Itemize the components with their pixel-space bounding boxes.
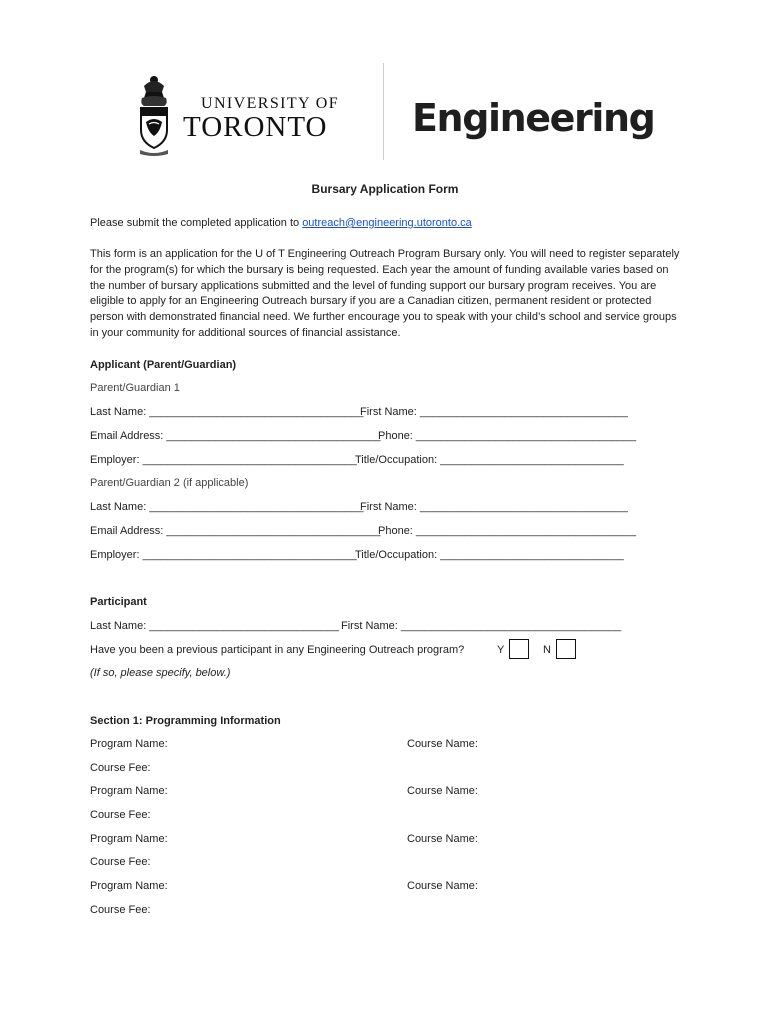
guardian2-employer-field[interactable]: Employer: ___________________________________: [90, 549, 357, 561]
course-fee-field-4[interactable]: Course Fee:: [90, 904, 151, 916]
form-description: This form is an application for the U of T Engineering Outreach Program Bursary only. You will need to register separately for the program(s) for which the bursary is being requested. Each year the amount of funding available varies based on the number of bursary applications submitted and the level of funding support our bursary program receives. You are eligible to apply for an Engineering Outreach bursary if you are a Canadian citizen, permanent resident or protected person with demonstrated financial need. We further encourage you to speak with your child’s school and service groups in your community for additional sources of financial assistance.: [90, 248, 680, 339]
participant-heading: Participant: [90, 596, 147, 608]
submit-text: Please submit the completed application to: [90, 217, 303, 229]
submit-instructions: [90, 216, 472, 230]
header-divider: [383, 63, 384, 160]
university-crest-logo: [136, 72, 172, 156]
guardian2-email-field[interactable]: Email Address: ___________________________________: [90, 525, 381, 537]
guardian1-last-name-field[interactable]: Last Name: ___________________________________: [90, 406, 364, 418]
participant-first-name-field[interactable]: First Name: ____________________________________: [341, 620, 622, 632]
course-fee-field-2[interactable]: Course Fee:: [90, 809, 151, 821]
course-name-field-1[interactable]: Course Name:: [407, 738, 478, 750]
yes-checkbox[interactable]: [509, 639, 529, 659]
guardian2-last-name-field[interactable]: Last Name: ___________________________________: [90, 501, 364, 513]
specify-note: (If so, please specify, below.): [90, 667, 231, 679]
course-name-field-3[interactable]: Course Name:: [407, 833, 478, 845]
course-name-field-4[interactable]: Course Name:: [407, 880, 478, 892]
participant-last-name-field[interactable]: Last Name: _______________________________: [90, 620, 339, 632]
no-label: N: [543, 644, 551, 656]
guardian2-first-name-field[interactable]: First Name: __________________________________: [360, 501, 628, 513]
faculty-name: Engineering: [412, 96, 655, 140]
program-name-field-2[interactable]: Program Name:: [90, 785, 168, 797]
section1-heading: Section 1: Programming Information: [90, 715, 281, 727]
course-name-field-2[interactable]: Course Name:: [407, 785, 478, 797]
yes-label: Y: [497, 644, 505, 656]
guardian1-label: Parent/Guardian 1: [90, 382, 180, 394]
previous-participant-question: Have you been a previous participant in any Engineering Outreach program?: [90, 644, 465, 656]
course-fee-field-3[interactable]: Course Fee:: [90, 856, 151, 868]
guardian1-email-field[interactable]: Email Address: ___________________________________: [90, 430, 381, 442]
guardian1-title-field[interactable]: Title/Occupation: ______________________________: [355, 454, 624, 466]
guardian2-label: Parent/Guardian 2 (if applicable): [90, 477, 249, 489]
form-title: Bursary Application Form: [311, 182, 459, 196]
university-name-line2: TORONTO: [183, 111, 328, 143]
university-name-line1: UNIVERSITY OF: [201, 95, 340, 112]
program-name-field-4[interactable]: Program Name:: [90, 880, 168, 892]
guardian1-phone-field[interactable]: Phone: ____________________________________: [378, 430, 637, 442]
guardian1-employer-field[interactable]: Employer: ___________________________________: [90, 454, 357, 466]
guardian2-title-field[interactable]: Title/Occupation: ______________________________: [355, 549, 624, 561]
program-name-field-3[interactable]: Program Name:: [90, 833, 168, 845]
course-fee-field-1[interactable]: Course Fee:: [90, 762, 151, 774]
no-checkbox[interactable]: [556, 639, 576, 659]
program-name-field-1[interactable]: Program Name:: [90, 738, 168, 750]
email-link[interactable]: outreach@engineering.utoronto.ca: [302, 217, 472, 229]
guardian2-phone-field[interactable]: Phone: ____________________________________: [378, 525, 637, 537]
applicant-heading: Applicant (Parent/Guardian): [90, 359, 237, 371]
guardian1-first-name-field[interactable]: First Name: __________________________________: [360, 406, 628, 418]
